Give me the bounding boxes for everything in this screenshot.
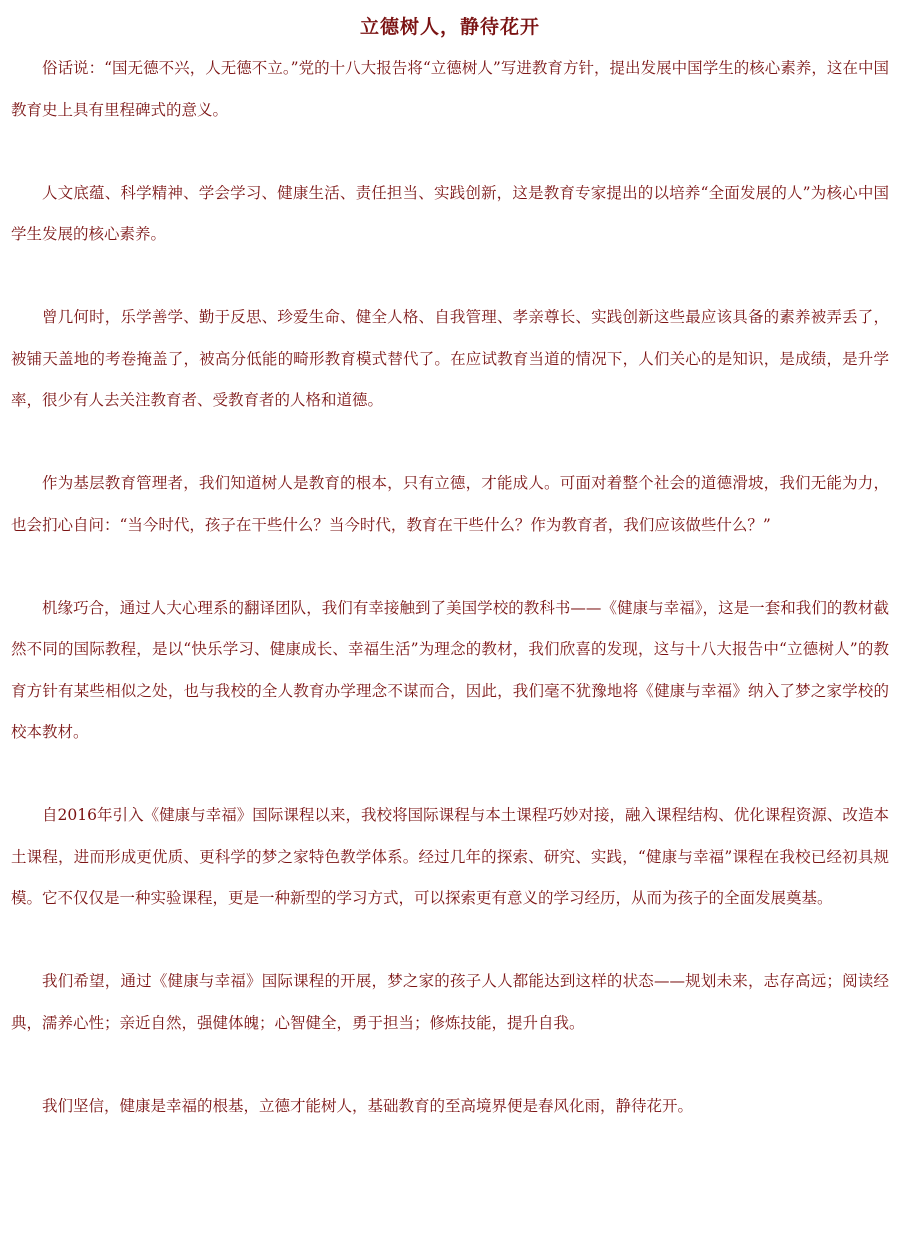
paragraph-6: 自2016年引入《健康与幸福》国际课程以来，我校将国际课程与本土课程巧妙对接，融入课程结构、优化课程资源、改造本土课程，进而形成更优质、更科学的梦之家特色教学体系。经过几年的探索、研究、实践，“健康与幸福”课程在我校已经初具规模。它不仅仅是一种实验课程，更是一种新型的学习方式，可以探索更有意义的学习经历，从而为孩子的全面发展奠基。 [11, 806, 889, 907]
paragraph-8: 我们坚信，健康是幸福的根基，立德才能树人，基础教育的至高境界便是春风化雨，静待花开。 [42, 1096, 694, 1115]
paragraph-gap [11, 131, 889, 173]
paragraph-7: 我们希望，通过《健康与幸福》国际课程的开展，梦之家的孩子人人都能达到这样的状态——规划未来，志存高远；阅读经典，濡养心性；亲近自然，强健体魄；心智健全，勇于担当；修炼技能，提升自我。 [11, 972, 889, 1032]
paragraph-gap [11, 920, 889, 962]
paragraph-4: 作为基层教育管理者，我们知道树人是教育的根本，只有立德，才能成人。可面对着整个社会的道德滑坡，我们无能为力，也会扪心自问：“当今时代，孩子在干些什么？当今时代，教育在干些什么？作为教育者，我们应该做些什么？” [11, 474, 889, 534]
paragraph-gap [11, 754, 889, 796]
paragraph-1: 俗话说：“国无德不兴，人无德不立。”党的十八大报告将“立德树人”写进教育方针，提出发展中国学生的核心素养，这在中国教育史上具有里程碑式的意义。 [11, 59, 889, 119]
paragraph-2: 人文底蕴、科学精神、学会学习、健康生活、责任担当、实践创新，这是教育专家提出的以培养“全面发展的人”为核心中国学生发展的核心素养。 [11, 183, 889, 243]
article [11, 0, 889, 1127]
paragraph-gap [11, 546, 889, 588]
article-title: 立德树人，静待花开 [359, 16, 540, 38]
paragraph-gap [11, 256, 889, 298]
paragraph-gap [11, 422, 889, 464]
paragraph-3: 曾几何时，乐学善学、勤于反思、珍爱生命、健全人格、自我管理、孝亲尊长、实践创新这些最应该具备的素养被弄丢了，被铺天盖地的考卷掩盖了，被高分低能的畸形教育模式替代了。在应试教育当道的情况下，人们关心的是知识，是成绩，是升学率，很少有人去关注教育者、受教育者的人格和道德。 [11, 308, 889, 409]
paragraph-gap [11, 1044, 889, 1086]
paragraph-5: 机缘巧合，通过人大心理系的翻译团队，我们有幸接触到了美国学校的教科书——《健康与幸福》，这是一套和我们的教材截然不同的国际教程，是以“快乐学习、健康成长、幸福生活”为理念的教材，我们欣喜的发现，这与十八大报告中“立德树人”的教育方针有某些相似之处，也与我校的全人教育办学理念不谋而合，因此，我们毫不犹豫地将《健康与幸福》纳入了梦之家学校的校本教材。 [11, 598, 889, 741]
